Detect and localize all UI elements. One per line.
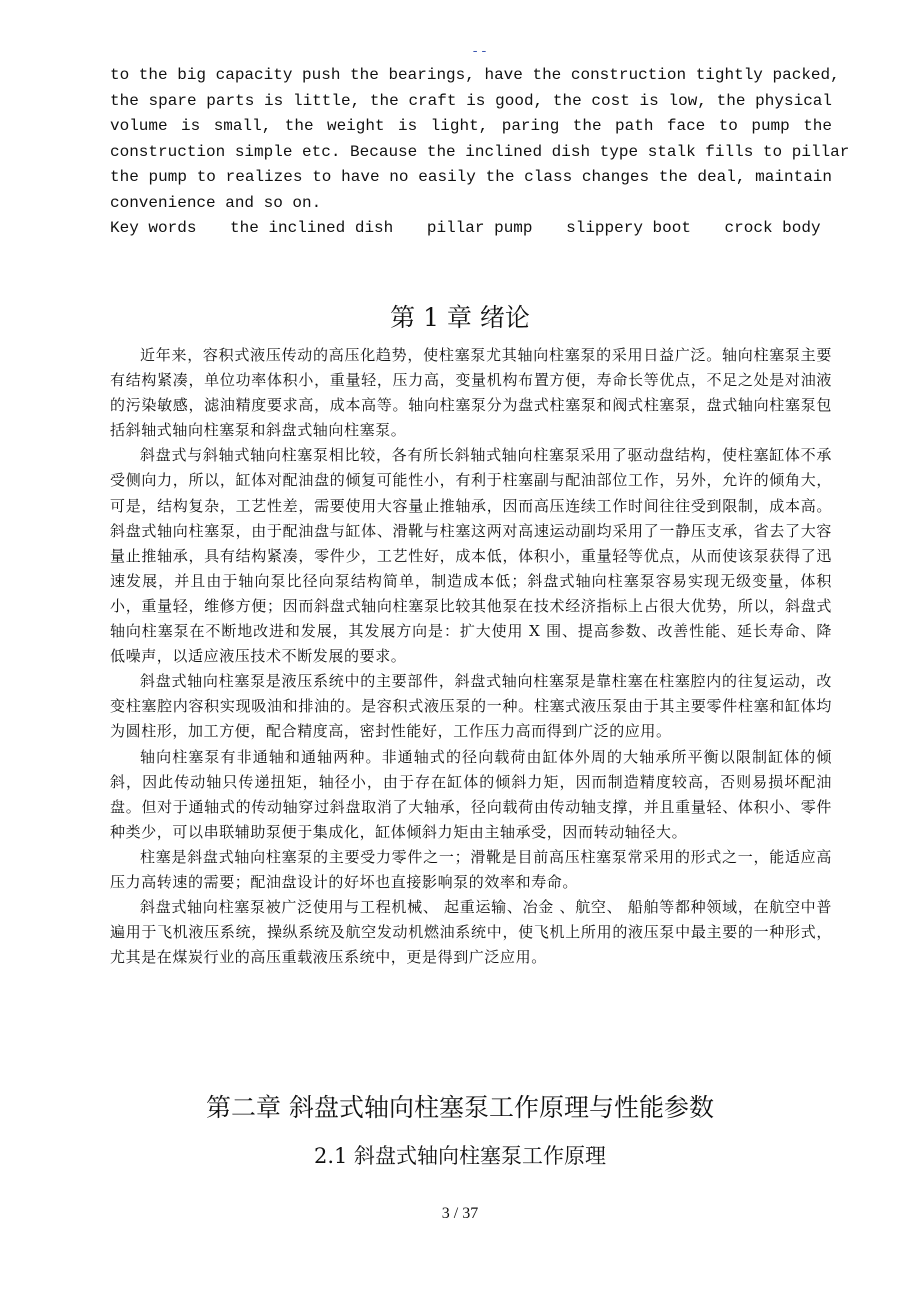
abstract-line: the pump to realizes to have no easily the class changes the deal, maintain: [110, 168, 832, 186]
keyword: slippery boot: [566, 219, 691, 237]
keyword: crock body: [724, 219, 821, 237]
abstract-en: [110, 63, 850, 216]
chapter-1-title: 第 1 章 绪论: [390, 303, 530, 332]
paragraph: 斜盘式与斜轴式轴向柱塞泵相比较，各有所长斜轴式轴向柱塞泵采用了驱动盘结构，使柱塞缸体不承受侧向力，所以，缸体对配油盘的倾复可能性小，有利于柱塞副与配油部位工作，另外，允许的倾角大，可是，结构复杂，工艺性差，需要使用大容量止推轴承，因而高压连续工作时间往往受到限制，成本高。斜盘式轴向柱塞泵，由于配油盘与缸体、滑靴与柱塞这两对高速运动副均采用了一静压支承，省去了大容量止推轴承，具有结构紧凑，零件少，工艺性好，成本低，体积小，重量轻等优点，从而使该泵获得了迅速发展，并且由于轴向泵比径向泵结构简单，制造成本低；斜盘式轴向柱塞泵容易实现无级变量，体积小，重量轻，维修方便；因而斜盘式轴向柱塞泵比较其他泵在技术经济指标上占很大优势，所以，斜盘式轴向柱塞泵在不断地改进和发展，其发展方向是：扩大使用 X 围、提高参数、改善性能、延长寿命、降低噪声，以适应液压技术不断发展的要求。: [110, 446, 832, 666]
keyword: pillar pump: [426, 219, 533, 237]
paragraph: 斜盘式轴向柱塞泵是液压系统中的主要部件，斜盘式轴向柱塞泵是靠柱塞在柱塞腔内的往复运动，改变柱塞腔内容积实现吸油和排油的。是容积式液压泵的一种。柱塞式液压泵由于其主要零件柱塞和缸体均为圆柱形，加工方便，配合精度高，密封性能好，工作压力高而得到广泛的应用。: [110, 672, 832, 741]
keywords-line: [110, 216, 832, 241]
keywords-label: Key words: [110, 219, 197, 237]
paragraph: 斜盘式轴向柱塞泵被广泛使用与工程机械、 起重运输、冶金 、航空、 船舶等都种领域，在航空中普遍用于飞机液压系统，操纵系统及航空发动机燃油系统中，使飞机上所用的液压泵中最主要的一种形式，尤其是在煤炭行业的高压重载液压系统中，更是得到广泛应用。: [110, 898, 832, 967]
keyword: the inclined dish: [230, 219, 394, 237]
chapter-2-title: 第二章 斜盘式轴向柱塞泵工作原理与性能参数: [206, 1093, 714, 1122]
section-2-1-title: 2.1 斜盘式轴向柱塞泵工作原理: [313, 1144, 607, 1168]
abstract-line: volume is small, the weight is light, paring the path face to pump the: [110, 117, 832, 135]
abstract-line: the spare parts is little, the craft is good, the cost is low, the physical: [110, 91, 832, 110]
abstract-line: construction simple etc. Because the inclined dish type stalk fills to pillar: [110, 142, 850, 161]
page-number: 3 / 37: [441, 1205, 479, 1222]
paragraph: 近年来，容积式液压传动的高压化趋势，使柱塞泵尤其轴向柱塞泵的采用日益广泛。轴向柱塞泵主要有结构紧凑，单位功率体积小，重量轻，压力高，变量机构布置方便，寿命长等优点，不足之处是对油液的污染敏感，滤油精度要求高，成本高等。轴向柱塞泵分为盘式柱塞泵和阀式柱塞泵，盘式轴向柱塞泵包括斜轴式轴向柱塞泵和斜盘式轴向柱塞泵。: [110, 346, 832, 440]
abstract-line: convenience and so on.: [110, 193, 322, 212]
paragraph: 柱塞是斜盘式轴向柱塞泵的主要受力零件之一；滑靴是目前高压柱塞泵常采用的形式之一，能适应高压力高转速的需要；配油盘设计的好坏也直接影响泵的效率和寿命。: [110, 847, 832, 891]
paragraph: 轴向柱塞泵有非通轴和通轴两种。非通轴式的径向载荷由缸体外周的大轴承所平衡以限制缸体的倾斜，因此传动轴只传递扭矩，轴径小，由于存在缸体的倾斜力矩，因而制造精度较高，否则易损坏配油盘。但对于通轴式的传动轴穿过斜盘取消了大轴承，径向载荷由传动轴支撑，并且重量轻、体积小、零件种类少，可以串联辅助泵便于集成化，缸体倾斜力矩由主轴承受，因而转动轴径大。: [110, 747, 832, 841]
chapter-1-body: [110, 343, 832, 970]
abstract-line: to the big capacity push the bearings, have the construction tightly packed,: [110, 66, 840, 84]
header-dash: --: [471, 44, 489, 59]
